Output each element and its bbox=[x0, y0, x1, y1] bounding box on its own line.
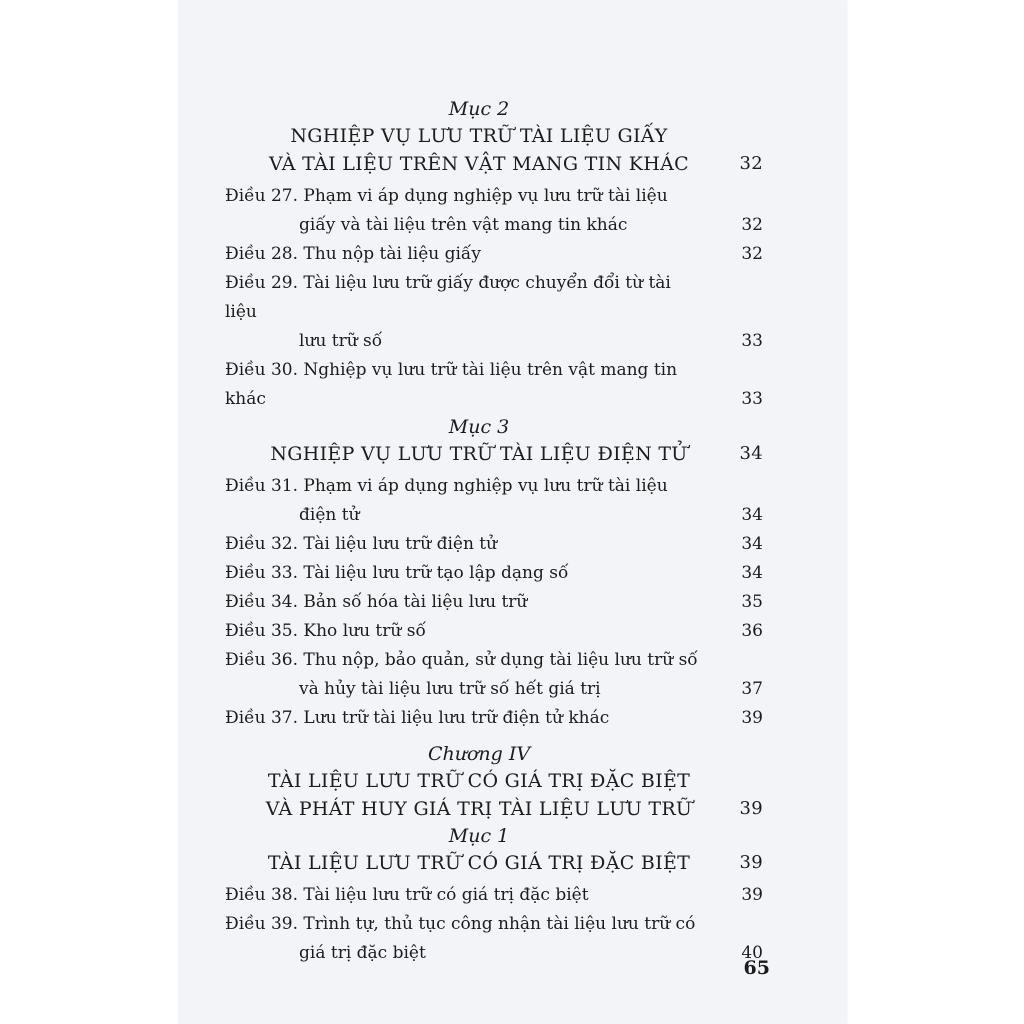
page-ref: 34 bbox=[741, 505, 763, 525]
section-label-muc-3: Mục 3 bbox=[448, 416, 510, 438]
page-ref: 34 bbox=[741, 563, 763, 583]
page-ref: 39 bbox=[739, 798, 763, 819]
page-ref: 32 bbox=[741, 215, 763, 235]
page-ref: 39 bbox=[741, 885, 763, 905]
section-title-line: TÀI LIỆU LƯU TRỮ CÓ GIÁ TRỊ ĐẶC BIỆT 39 bbox=[225, 849, 763, 877]
page-ref: 36 bbox=[741, 621, 763, 641]
book-page bbox=[178, 0, 846, 1024]
page-ref: 37 bbox=[741, 679, 763, 699]
toc-entry-dieu-34: Điều 34. Bản số hóa tài liệu lưu trữ 35 bbox=[225, 588, 763, 617]
toc-entry-dieu-33: Điều 33. Tài liệu lưu trữ tạo lập dạng số 34 bbox=[225, 559, 763, 588]
page-ref: 34 bbox=[739, 443, 763, 464]
chapter-title-line: TÀI LIỆU LƯU TRỮ CÓ GIÁ TRỊ ĐẶC BIỆT bbox=[267, 770, 691, 792]
page-ref: 39 bbox=[741, 708, 763, 728]
toc-entry-dieu-38: Điều 38. Tài liệu lưu trữ có giá trị đặc biệt 39 bbox=[225, 881, 763, 910]
section-title-line: NGHIỆP VỤ LƯU TRỮ TÀI LIỆU ĐIỆN TỬ 34 bbox=[225, 440, 763, 468]
table-of-contents bbox=[225, 96, 763, 968]
toc-entry-dieu-35: Điều 35. Kho lưu trữ số 36 bbox=[225, 617, 763, 646]
page-ref: 32 bbox=[739, 153, 763, 174]
page-ref: 32 bbox=[741, 244, 763, 264]
toc-entry-dieu-36: Điều 36. Thu nộp, bảo quản, sử dụng tài liệu lưu trữ số và hủy tài liệu lưu trữ số hết giá trị 37 bbox=[225, 646, 763, 704]
page-ref: 34 bbox=[741, 534, 763, 554]
toc-entry-dieu-31: Điều 31. Phạm vi áp dụng nghiệp vụ lưu trữ tài liệu điện tử 34 bbox=[225, 472, 763, 530]
toc-entry-dieu-29: Điều 29. Tài liệu lưu trữ giấy được chuyển đổi từ tài liệu lưu trữ số 33 bbox=[225, 269, 763, 356]
chapter-label-chuong-4: Chương IV bbox=[427, 743, 531, 765]
section-title-line: NGHIỆP VỤ LƯU TRỮ TÀI LIỆU GIẤY bbox=[290, 125, 668, 147]
page-ref: 40 bbox=[741, 943, 763, 963]
section-label-muc-2: Mục 2 bbox=[448, 98, 510, 120]
toc-entry-dieu-30: Điều 30. Nghiệp vụ lưu trữ tài liệu trên vật mang tin khác 33 bbox=[225, 356, 763, 414]
section-label-muc-1: Mục 1 bbox=[448, 825, 510, 847]
toc-entry-dieu-32: Điều 32. Tài liệu lưu trữ điện tử 34 bbox=[225, 530, 763, 559]
page-ref: 35 bbox=[741, 592, 763, 612]
page-ref: 33 bbox=[741, 331, 763, 351]
page-ref: 33 bbox=[741, 389, 763, 409]
toc-entry-dieu-28: Điều 28. Thu nộp tài liệu giấy 32 bbox=[225, 240, 763, 269]
toc-entry-dieu-39: Điều 39. Trình tự, thủ tục công nhận tài liệu lưu trữ có giá trị đặc biệt 40 bbox=[225, 910, 763, 968]
toc-entry-dieu-37: Điều 37. Lưu trữ tài liệu lưu trữ điện tử khác 39 bbox=[225, 704, 763, 733]
section-title-line: VÀ TÀI LIỆU TRÊN VẬT MANG TIN KHÁC 32 bbox=[225, 150, 763, 178]
page-number: 65 bbox=[743, 957, 770, 979]
toc-entry-dieu-27: Điều 27. Phạm vi áp dụng nghiệp vụ lưu trữ tài liệu giấy và tài liệu trên vật mang tin khác 32 bbox=[225, 182, 763, 240]
page-ref: 39 bbox=[739, 852, 763, 873]
chapter-title-line: VÀ PHÁT HUY GIÁ TRỊ TÀI LIỆU LƯU TRỮ 39 bbox=[225, 795, 763, 823]
